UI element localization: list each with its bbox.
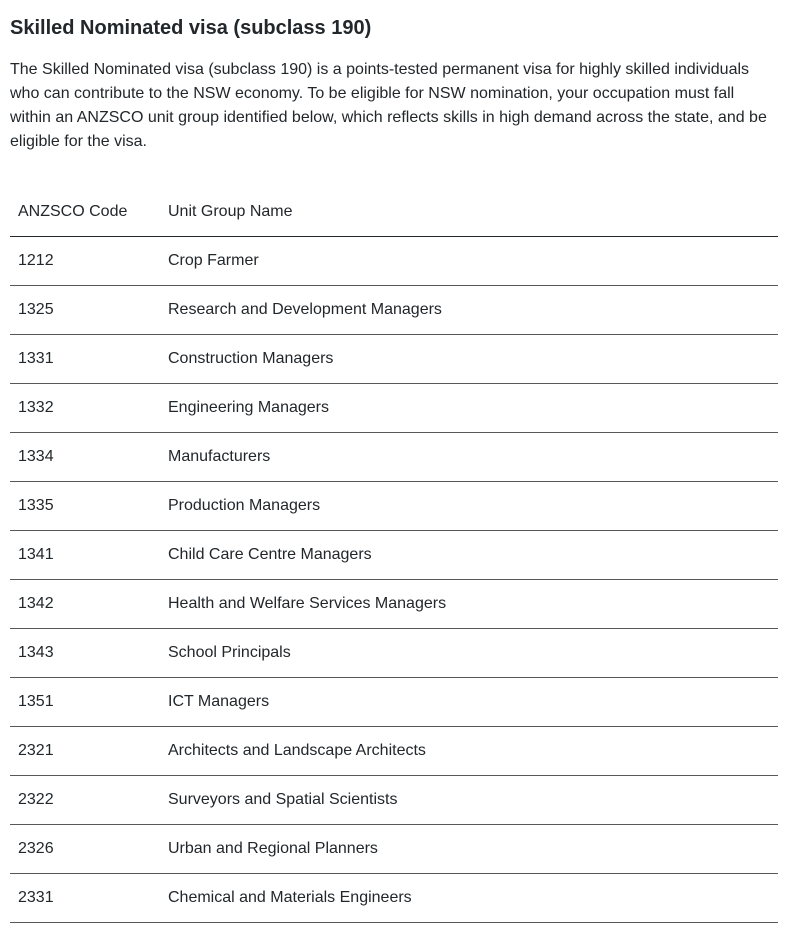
anzsco-code-cell: 2322 — [10, 776, 160, 825]
intro-paragraph: The Skilled Nominated visa (subclass 190) is a points-tested permanent visa for highly skilled individuals who can contribute to the NSW economy. To be eligible for NSW nomination, your occupation must fall within an ANZSCO unit group identified below, which reflects skills in high demand across the state, and be eligible for the visa. — [10, 61, 767, 150]
column-header-name: Unit Group Name — [160, 188, 778, 237]
table-row — [10, 629, 778, 678]
anzsco-code-cell: 1342 — [10, 580, 160, 629]
unit-group-name-cell: Child Care Centre Managers — [160, 531, 778, 580]
unit-group-name-cell: Engineering Managers — [160, 384, 778, 433]
table-row — [10, 433, 778, 482]
table-row — [10, 678, 778, 727]
unit-group-name-cell: ICT Managers — [160, 678, 778, 727]
page-title: Skilled Nominated visa (subclass 190) — [10, 17, 372, 39]
unit-group-name-cell: Crop Farmer — [160, 237, 778, 286]
unit-group-name-cell: Manufacturers — [160, 433, 778, 482]
unit-group-name-cell: Surveyors and Spatial Scientists — [160, 776, 778, 825]
table-row — [10, 874, 778, 923]
unit-group-name-cell: Research and Development Managers — [160, 286, 778, 335]
table-row — [10, 335, 778, 384]
table-row — [10, 776, 778, 825]
anzsco-code-cell: 1335 — [10, 482, 160, 531]
unit-group-name-cell: Health and Welfare Services Managers — [160, 580, 778, 629]
anzsco-code-cell: 1332 — [10, 384, 160, 433]
anzsco-code-cell: 2326 — [10, 825, 160, 874]
column-header-code: ANZSCO Code — [10, 188, 160, 237]
unit-group-name-cell: Production Managers — [160, 482, 778, 531]
table-row — [10, 482, 778, 531]
occupation-table — [10, 188, 778, 923]
table-row — [10, 237, 778, 286]
unit-group-name-cell: School Principals — [160, 629, 778, 678]
table-row — [10, 531, 778, 580]
table-row — [10, 286, 778, 335]
table-header-row — [10, 188, 778, 237]
anzsco-code-cell: 2331 — [10, 874, 160, 923]
anzsco-code-cell: 1334 — [10, 433, 160, 482]
anzsco-code-cell: 1325 — [10, 286, 160, 335]
table-row — [10, 825, 778, 874]
unit-group-name-cell: Urban and Regional Planners — [160, 825, 778, 874]
table-row — [10, 727, 778, 776]
anzsco-code-cell: 1343 — [10, 629, 160, 678]
anzsco-code-cell: 2321 — [10, 727, 160, 776]
unit-group-name-cell: Construction Managers — [160, 335, 778, 384]
anzsco-code-cell: 1341 — [10, 531, 160, 580]
anzsco-code-cell: 1351 — [10, 678, 160, 727]
anzsco-code-cell: 1212 — [10, 237, 160, 286]
table-row — [10, 580, 778, 629]
unit-group-name-cell: Chemical and Materials Engineers — [160, 874, 778, 923]
table-row — [10, 384, 778, 433]
unit-group-name-cell: Architects and Landscape Architects — [160, 727, 778, 776]
anzsco-code-cell: 1331 — [10, 335, 160, 384]
occupation-table-body — [10, 237, 778, 923]
